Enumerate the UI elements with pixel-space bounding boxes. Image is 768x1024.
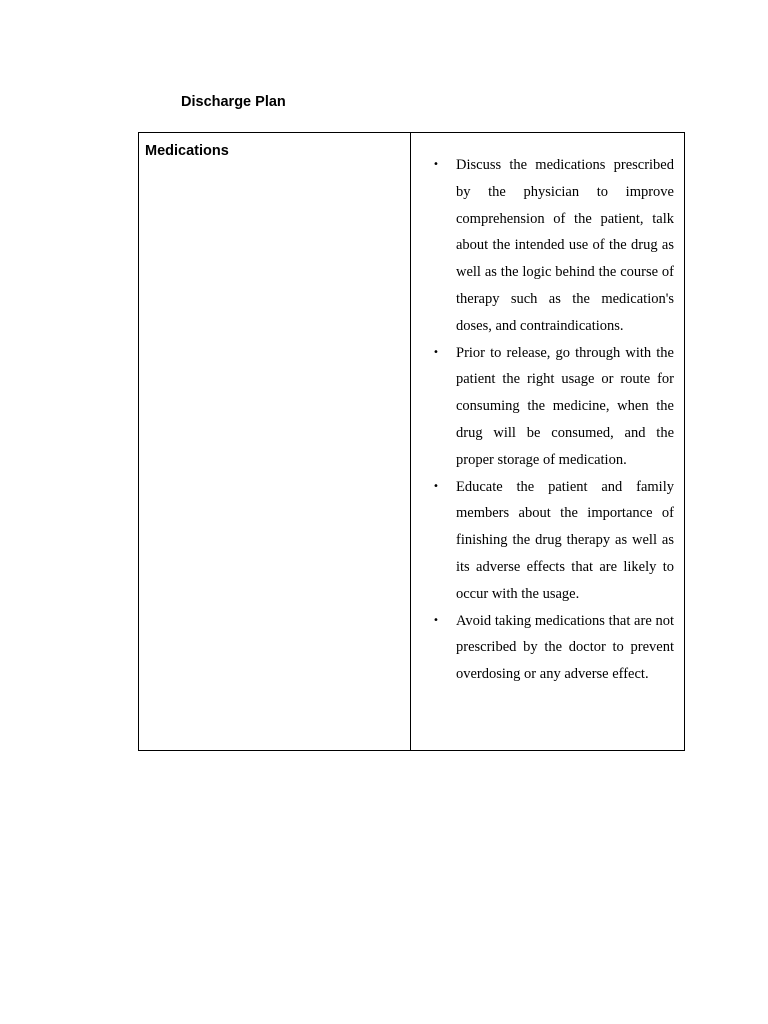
list-item bbox=[411, 340, 674, 474]
discharge-plan-table bbox=[138, 132, 685, 751]
list-item bbox=[411, 608, 674, 688]
list-item-text: Discuss the medications prescribed by the physician to improve comprehension of the patient, talk about the intended use of the drug as well as the logic behind the course of therapy such as the medication's doses, and contraindications. bbox=[456, 157, 674, 334]
list-item bbox=[411, 152, 674, 340]
page-title: Discharge Plan bbox=[181, 94, 286, 110]
bullet-icon: • bbox=[433, 346, 439, 358]
section-label-cell bbox=[139, 133, 411, 751]
list-item-text: Avoid taking medications that are not prescribed by the doctor to prevent overdosing or any adverse effect. bbox=[456, 612, 674, 683]
list-item bbox=[411, 474, 674, 608]
list-item-text: Prior to release, go through with the patient the right usage or route for consuming the medicine, when the drug will be consumed, and the proper storage of medication. bbox=[456, 344, 674, 468]
section-label: Medications bbox=[145, 143, 229, 159]
table-row bbox=[139, 133, 685, 751]
section-content-cell bbox=[411, 133, 685, 751]
medication-instructions-list bbox=[411, 133, 684, 688]
bullet-icon: • bbox=[433, 159, 439, 170]
bullet-icon: • bbox=[433, 614, 439, 626]
list-item-text: Educate the patient and family members about the importance of finishing the drug therapy as well as its adverse effects that are likely to occur with the usage. bbox=[456, 478, 674, 602]
bullet-icon: • bbox=[433, 480, 439, 492]
